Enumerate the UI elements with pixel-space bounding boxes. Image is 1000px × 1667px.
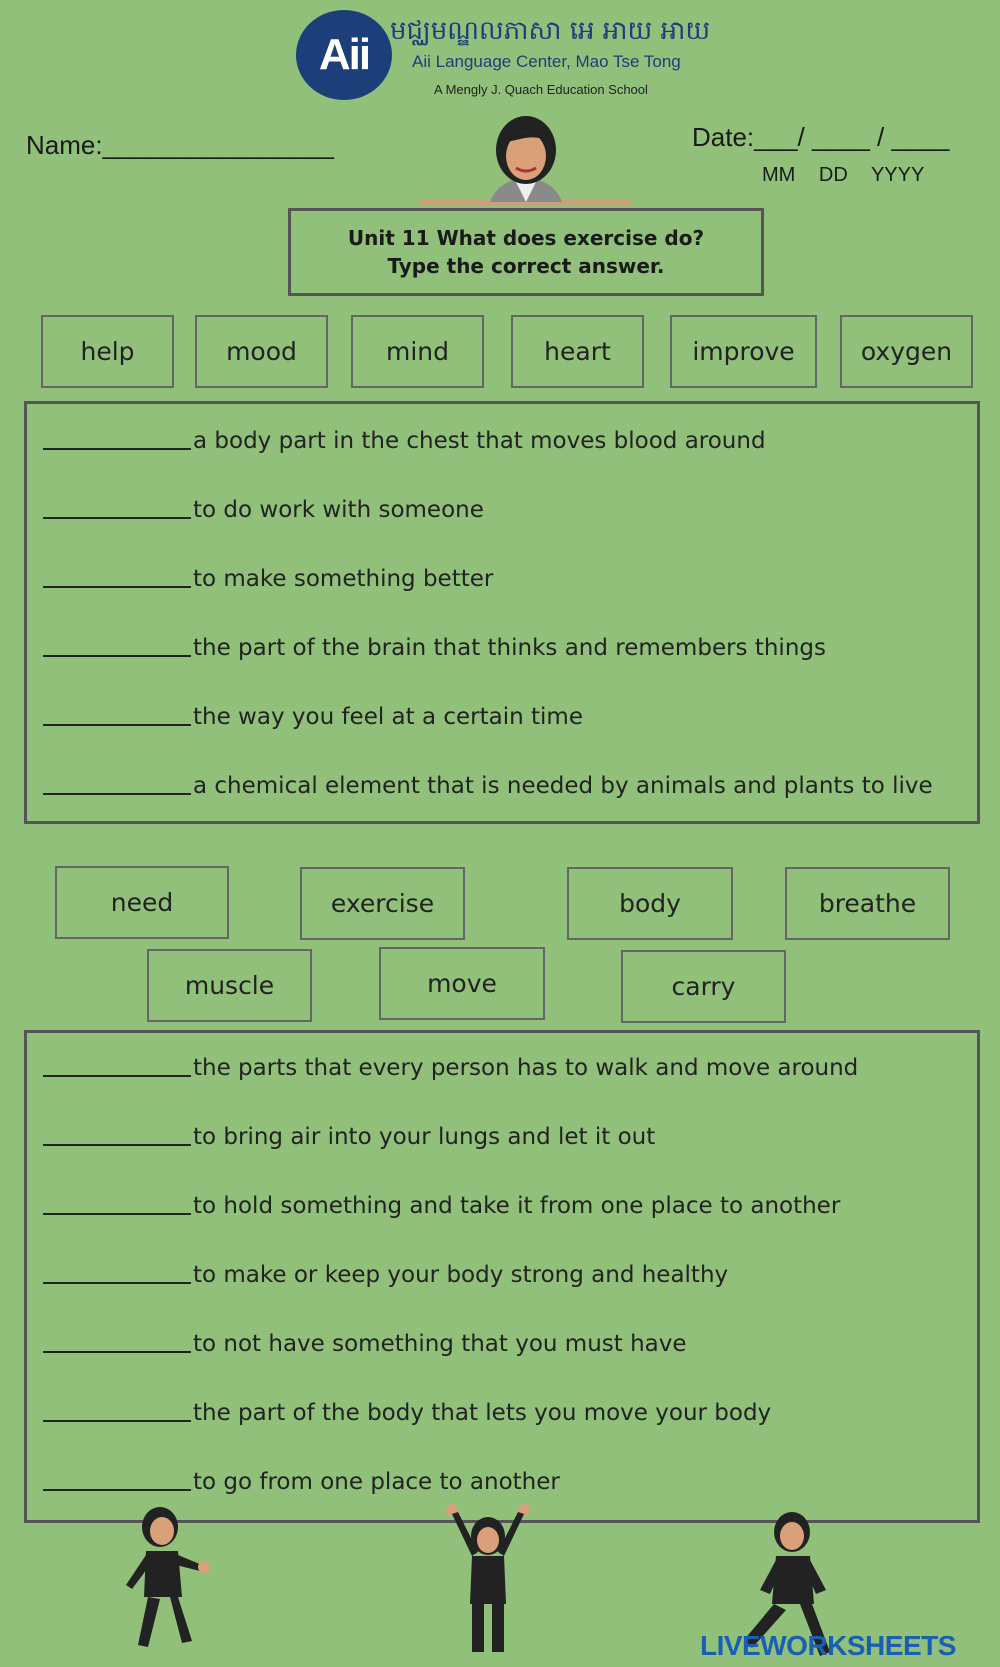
school-subtitle: A Mengly J. Quach Education School (434, 82, 648, 97)
question-text: the part of the brain that thinks and remembers things (193, 635, 826, 661)
title-line-2: Type the correct answer. (387, 254, 665, 278)
cheering-avatar-icon (438, 1500, 538, 1660)
question-item[interactable] (43, 1331, 687, 1357)
question-text: to make something better (193, 566, 494, 592)
question-text: to bring air into your lungs and let it out (193, 1124, 656, 1150)
question-text: the way you feel at a certain time (193, 704, 583, 730)
word-chip[interactable]: move (379, 947, 545, 1020)
word-chip[interactable]: help (41, 315, 174, 388)
answer-blank[interactable] (43, 1124, 191, 1146)
word-chip[interactable]: mind (351, 315, 484, 388)
question-item[interactable] (43, 704, 583, 730)
word-chip[interactable]: breathe (785, 867, 950, 940)
word-chip[interactable]: improve (670, 315, 817, 388)
name-field[interactable]: Name:________________ (26, 130, 334, 160)
answer-blank[interactable] (43, 773, 191, 795)
question-text: the part of the body that lets you move your body (193, 1400, 772, 1426)
school-name: Aii Language Center, Mao Tse Tong (412, 52, 681, 71)
question-item[interactable] (43, 1055, 858, 1081)
question-panel-2 (24, 1030, 980, 1523)
question-text: a chemical element that is needed by animals and plants to live (193, 773, 933, 799)
question-item[interactable] (43, 428, 766, 454)
question-text: to hold something and take it from one place to another (193, 1193, 841, 1219)
question-text: to go from one place to another (193, 1469, 560, 1495)
word-chip[interactable]: muscle (147, 949, 312, 1022)
answer-blank[interactable] (43, 428, 191, 450)
question-text: to make or keep your body strong and healthy (193, 1262, 729, 1288)
question-panel-1 (24, 401, 980, 824)
answer-blank[interactable] (43, 1331, 191, 1353)
answer-blank[interactable] (43, 1469, 191, 1491)
answer-blank[interactable] (43, 1193, 191, 1215)
date-field[interactable]: Date:___/ ____ / ____ (692, 122, 950, 152)
worksheet-title (288, 208, 764, 296)
question-item[interactable] (43, 1262, 728, 1288)
answer-blank[interactable] (43, 1262, 191, 1284)
answer-blank[interactable] (43, 497, 191, 519)
answer-blank[interactable] (43, 566, 191, 588)
title-line-1: Unit 11 What does exercise do? (347, 226, 705, 250)
date-format-hint: MM DD YYYY (762, 164, 925, 186)
question-text: to do work with someone (193, 497, 484, 523)
question-item[interactable] (43, 1469, 560, 1495)
school-name-khmer: មជ្ឈមណ្ឌលភាសា អេ អាយ អាយ (390, 16, 711, 46)
question-item[interactable] (43, 635, 826, 661)
answer-blank[interactable] (43, 635, 191, 657)
word-chip[interactable]: body (567, 867, 733, 940)
word-chip[interactable]: need (55, 866, 229, 939)
question-item[interactable] (43, 773, 933, 799)
question-text: a body part in the chest that moves blood around (193, 428, 766, 454)
question-item[interactable] (43, 566, 493, 592)
question-text: the parts that every person has to walk and move around (193, 1055, 859, 1081)
word-chip[interactable]: heart (511, 315, 644, 388)
word-chip[interactable]: mood (195, 315, 328, 388)
question-item[interactable] (43, 1124, 655, 1150)
running-avatar-icon (118, 1505, 218, 1655)
answer-blank[interactable] (43, 704, 191, 726)
question-item[interactable] (43, 1193, 840, 1219)
question-item[interactable] (43, 497, 484, 523)
question-text: to not have something that you must have (193, 1331, 687, 1357)
word-chip[interactable]: carry (621, 950, 786, 1023)
answer-blank[interactable] (43, 1400, 191, 1422)
liveworksheets-logo: LIVEWORKSHEETS (700, 1630, 956, 1661)
answer-blank[interactable] (43, 1055, 191, 1077)
word-chip[interactable]: exercise (300, 867, 465, 940)
teacher-avatar-icon (420, 112, 632, 208)
word-chip[interactable]: oxygen (840, 315, 973, 388)
school-logo: Aii (296, 10, 392, 100)
question-item[interactable] (43, 1400, 771, 1426)
